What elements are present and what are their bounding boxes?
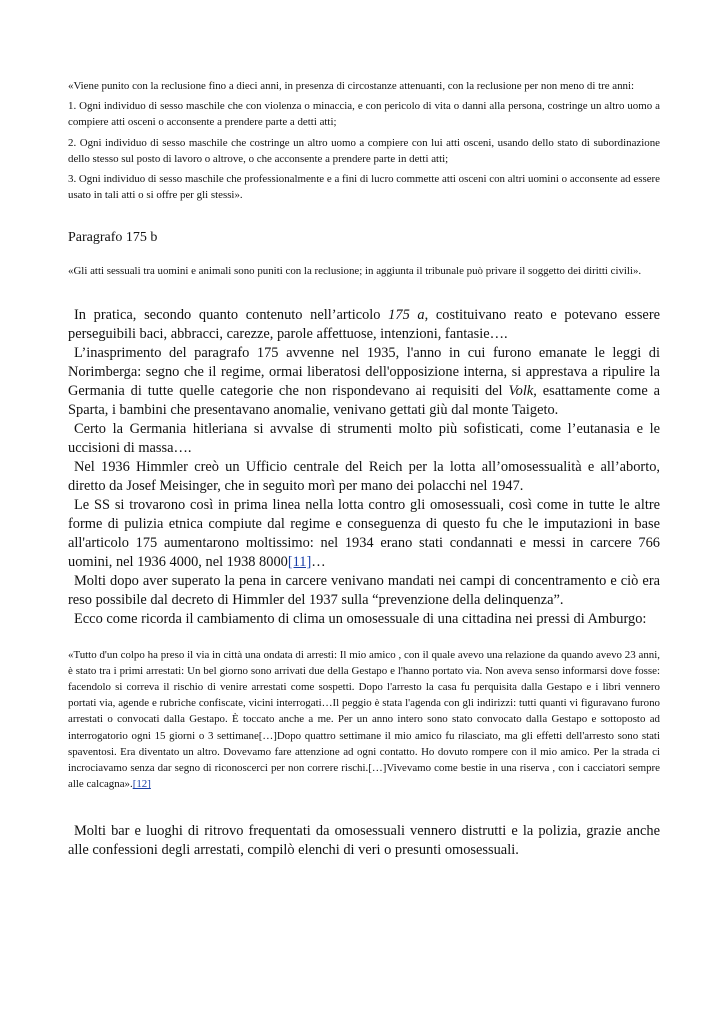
paragraph-practice: In pratica, secondo quanto contenuto nell’articolo 175 a, costituivano reato e potevano essere perseguibili baci, abbracci, carezze, parole affettuose, intenzioni, fantasie…. — [68, 306, 660, 342]
paragraph-bar: Molti bar e luoghi di ritrovo frequentati da omosessuali vennero distrutti e la polizia, grazie anche alle confessioni degli arrestati, compilò elenchi di veri o presunti omosessuali. — [68, 823, 660, 859]
section-heading-175b: Paragrafo 175 b — [68, 230, 158, 246]
page-content — [68, 78, 660, 860]
law-quote-item-2: 2. Ogni individuo di sesso maschile che costringe un altro uomo a compiere con lui atti osceni, usando dello stato di subordinazione dello stesso sul posto di lavoro o altrove, o che acconsente a prendere parte in detti atti; — [68, 136, 660, 165]
quote-175b: «Gli atti sessuali tra uomini e animali sono puniti con la reclusione; in aggiunta il tribunale può privare il soggetto dei diritti civili». — [68, 265, 642, 278]
paragraph-campi: Molti dopo aver superato la pena in carcere venivano mandati nei campi di concentramento e ciò era reso possibile dal decreto di Himmler del 1937 sulla “prevenzione della delinquenza”. — [68, 572, 660, 608]
paragraph-ss: Le SS si trovarono così in prima linea nella lotta contro gli omosessuali, così come in tutte le altre forme di pulizia etnica compiute dal regime e conseguenza di questo fu che le imputazioni in base all'articolo 175 aumentarono moltissimo: nel 1934 erano stati condannati e messi in carcere 766 uomini, nel 1936 4000, nel 1938 8000[11]… — [68, 496, 660, 570]
footnote-link-11[interactable]: [11] — [287, 553, 312, 570]
paragraph-inasprimento: L’inasprimento del paragrafo 175 avvenne nel 1935, l'anno in cui furono emanate le leggi di Norimberga: segno che il regime, ormai liberatosi dell'opposizione interna, si apprestava a ripulire la Germania di tutte quelle categorie che non rispondevano ai requisiti del Volk, esattamente come a Sparta, i bambini che presentavano anomalie, venivano gettati giù dal monte Taigeto. — [68, 344, 660, 418]
law-quote-intro: «Viene punito con la reclusione fino a dieci anni, in presenza di circostanze attenuanti, con la reclusione per non meno di tre anni: — [68, 80, 635, 92]
witness-quote: «Tutto d'un colpo ha preso il via in città una ondata di arresti: Il mio amico , con il quale avevo una relazione da quando avevo 23 anni, è stato tra i primi arrestati: Un bel giorno sono arrivati due della Gestapo e l'hanno portato via. Non aveva senso informarsi dove fosse: facendolo si correva il rischio di venire arrestati come sospetti. Dopo l'arresto la casa fu perquisita dalla Gestapo e i libri vennero portati via, agende e rubriche confiscate, vicini interrogati…Il peggio è stata l'agenda con gli indirizzi: tutti quanti vi figuravano furono arrestati o convocati dalla Gestapo. È toccato anche a me. Per un anno intero sono stato convocato dalla Gestapo e sottoposto ad interrogatorio ogni 15 giorni o 3 settimane[…]Dopo quattro settimane il mio amico fu rilasciato, ma gli effetti dell'arresto sono stati spaventosi. Era diventato un altro. Dovevamo fare attenzione ad ogni contatto. Ho dovuto rompere con il mio amico. Per la strada ci incrociavamo senza dar segno di riconoscerci per non correre rischi.[…]Vivevamo come bestie in una riserva , con i cacciatori sempre alle calcagna».[12] — [68, 648, 660, 791]
article-ref-italic: 175 a — [388, 306, 425, 323]
footnote-link-12[interactable]: [12] — [132, 778, 151, 791]
paragraph-germania: Certo la Germania hitleriana si avvalse di strumenti molto più sofisticati, come l’eutanasia e le uccisioni di massa…. — [68, 420, 660, 456]
paragraph-himmler-ufficio: Nel 1936 Himmler creò un Ufficio centrale del Reich per la lotta all’omosessualità e all’aborto, diretto da Josef Meisinger, che in seguito morì per mano dei polacchi nel 1947. — [68, 458, 660, 494]
paragraph-amburgo: Ecco come ricorda il cambiamento di clima un omosessuale di una cittadina nei pressi di Amburgo: — [74, 610, 647, 627]
law-quote-item-1: 1. Ogni individuo di sesso maschile che con violenza o minaccia, e con pericolo di vita o danni alla persona, costringe un altro uomo a compiere atti osceni o acconsente a prendere parte a detti atti; — [68, 100, 660, 129]
volk-italic: Volk — [508, 382, 534, 399]
law-quote-item-3: 3. Ogni individuo di sesso maschile che professionalmente e a fini di lucro commette atti osceni con altri uomini o acconsente ad essere usato in tali atti o si offre per gli stessi». — [68, 173, 660, 202]
